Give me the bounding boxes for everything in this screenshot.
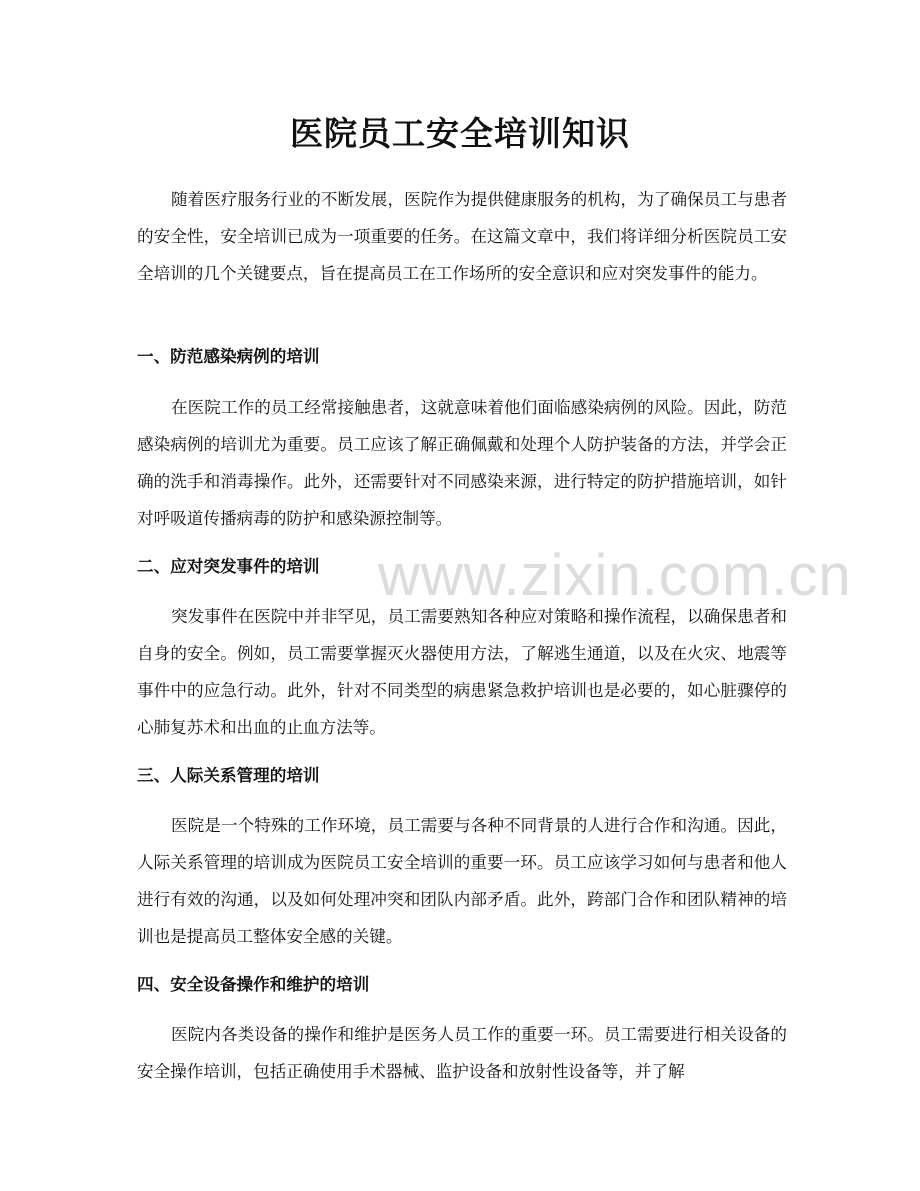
section-heading-2: 二、应对突发事件的培训 (137, 557, 320, 576)
section-heading-1: 一、防范感染病例的培训 (137, 347, 320, 366)
watermark: www.zixin.com.cn (378, 543, 852, 608)
document-title: 医院员工安全培训知识 (290, 114, 630, 153)
section-heading-3: 三、人际关系管理的培训 (137, 766, 320, 785)
section-body-3: 医院是一个特殊的工作环境，员工需要与各种不同背景的人进行合作和沟通。因此，人际关系管理的培训成为医院员工安全培训的重要一环。员工应该学习如何与患者和他人进行有效的沟通，以及如何处理冲突和团队内部矛盾。此外，跨部门合作和团队精神的培训也是提高员工整体安全感的关键。 (137, 816, 787, 946)
section-body-2: 突发事件在医院中并非罕见，员工需要熟知各种应对策略和操作流程，以确保患者和自身的安全。例如，员工需要掌握灭火器使用方法，了解逃生通道，以及在火灾、地震等事件中的应急行动。此外，针对不同类型的病患紧急救护培训也是必要的，如心脏骤停的心肺复苏术和出血的止血方法等。 (137, 607, 787, 737)
intro-paragraph: 随着医疗服务行业的不断发展，医院作为提供健康服务的机构，为了确保员工与患者的安全性，安全培训已成为一项重要的任务。在这篇文章中，我们将详细分析医院员工安全培训的几个关键要点，旨在提高员工在工作场所的安全意识和应对突发事件的能力。 (137, 190, 787, 283)
section-body-4: 医院内各类设备的操作和维护是医务人员工作的重要一环。员工需要进行相关设备的安全操作培训，包括正确使用手术器械、监护设备和放射性设备等，并了解 (137, 1025, 787, 1081)
section-heading-4: 四、安全设备操作和维护的培训 (137, 975, 370, 994)
section-body-1: 在医院工作的员工经常接触患者，这就意味着他们面临感染病例的风险。因此，防范感染病例的培训尤为重要。员工应该了解正确佩戴和处理个人防护装备的方法，并学会正确的洗手和消毒操作。此外，还需要针对不同感染来源，进行特定的防护措施培训，如针对呼吸道传播病毒的防护和感染源控制等。 (137, 398, 787, 528)
